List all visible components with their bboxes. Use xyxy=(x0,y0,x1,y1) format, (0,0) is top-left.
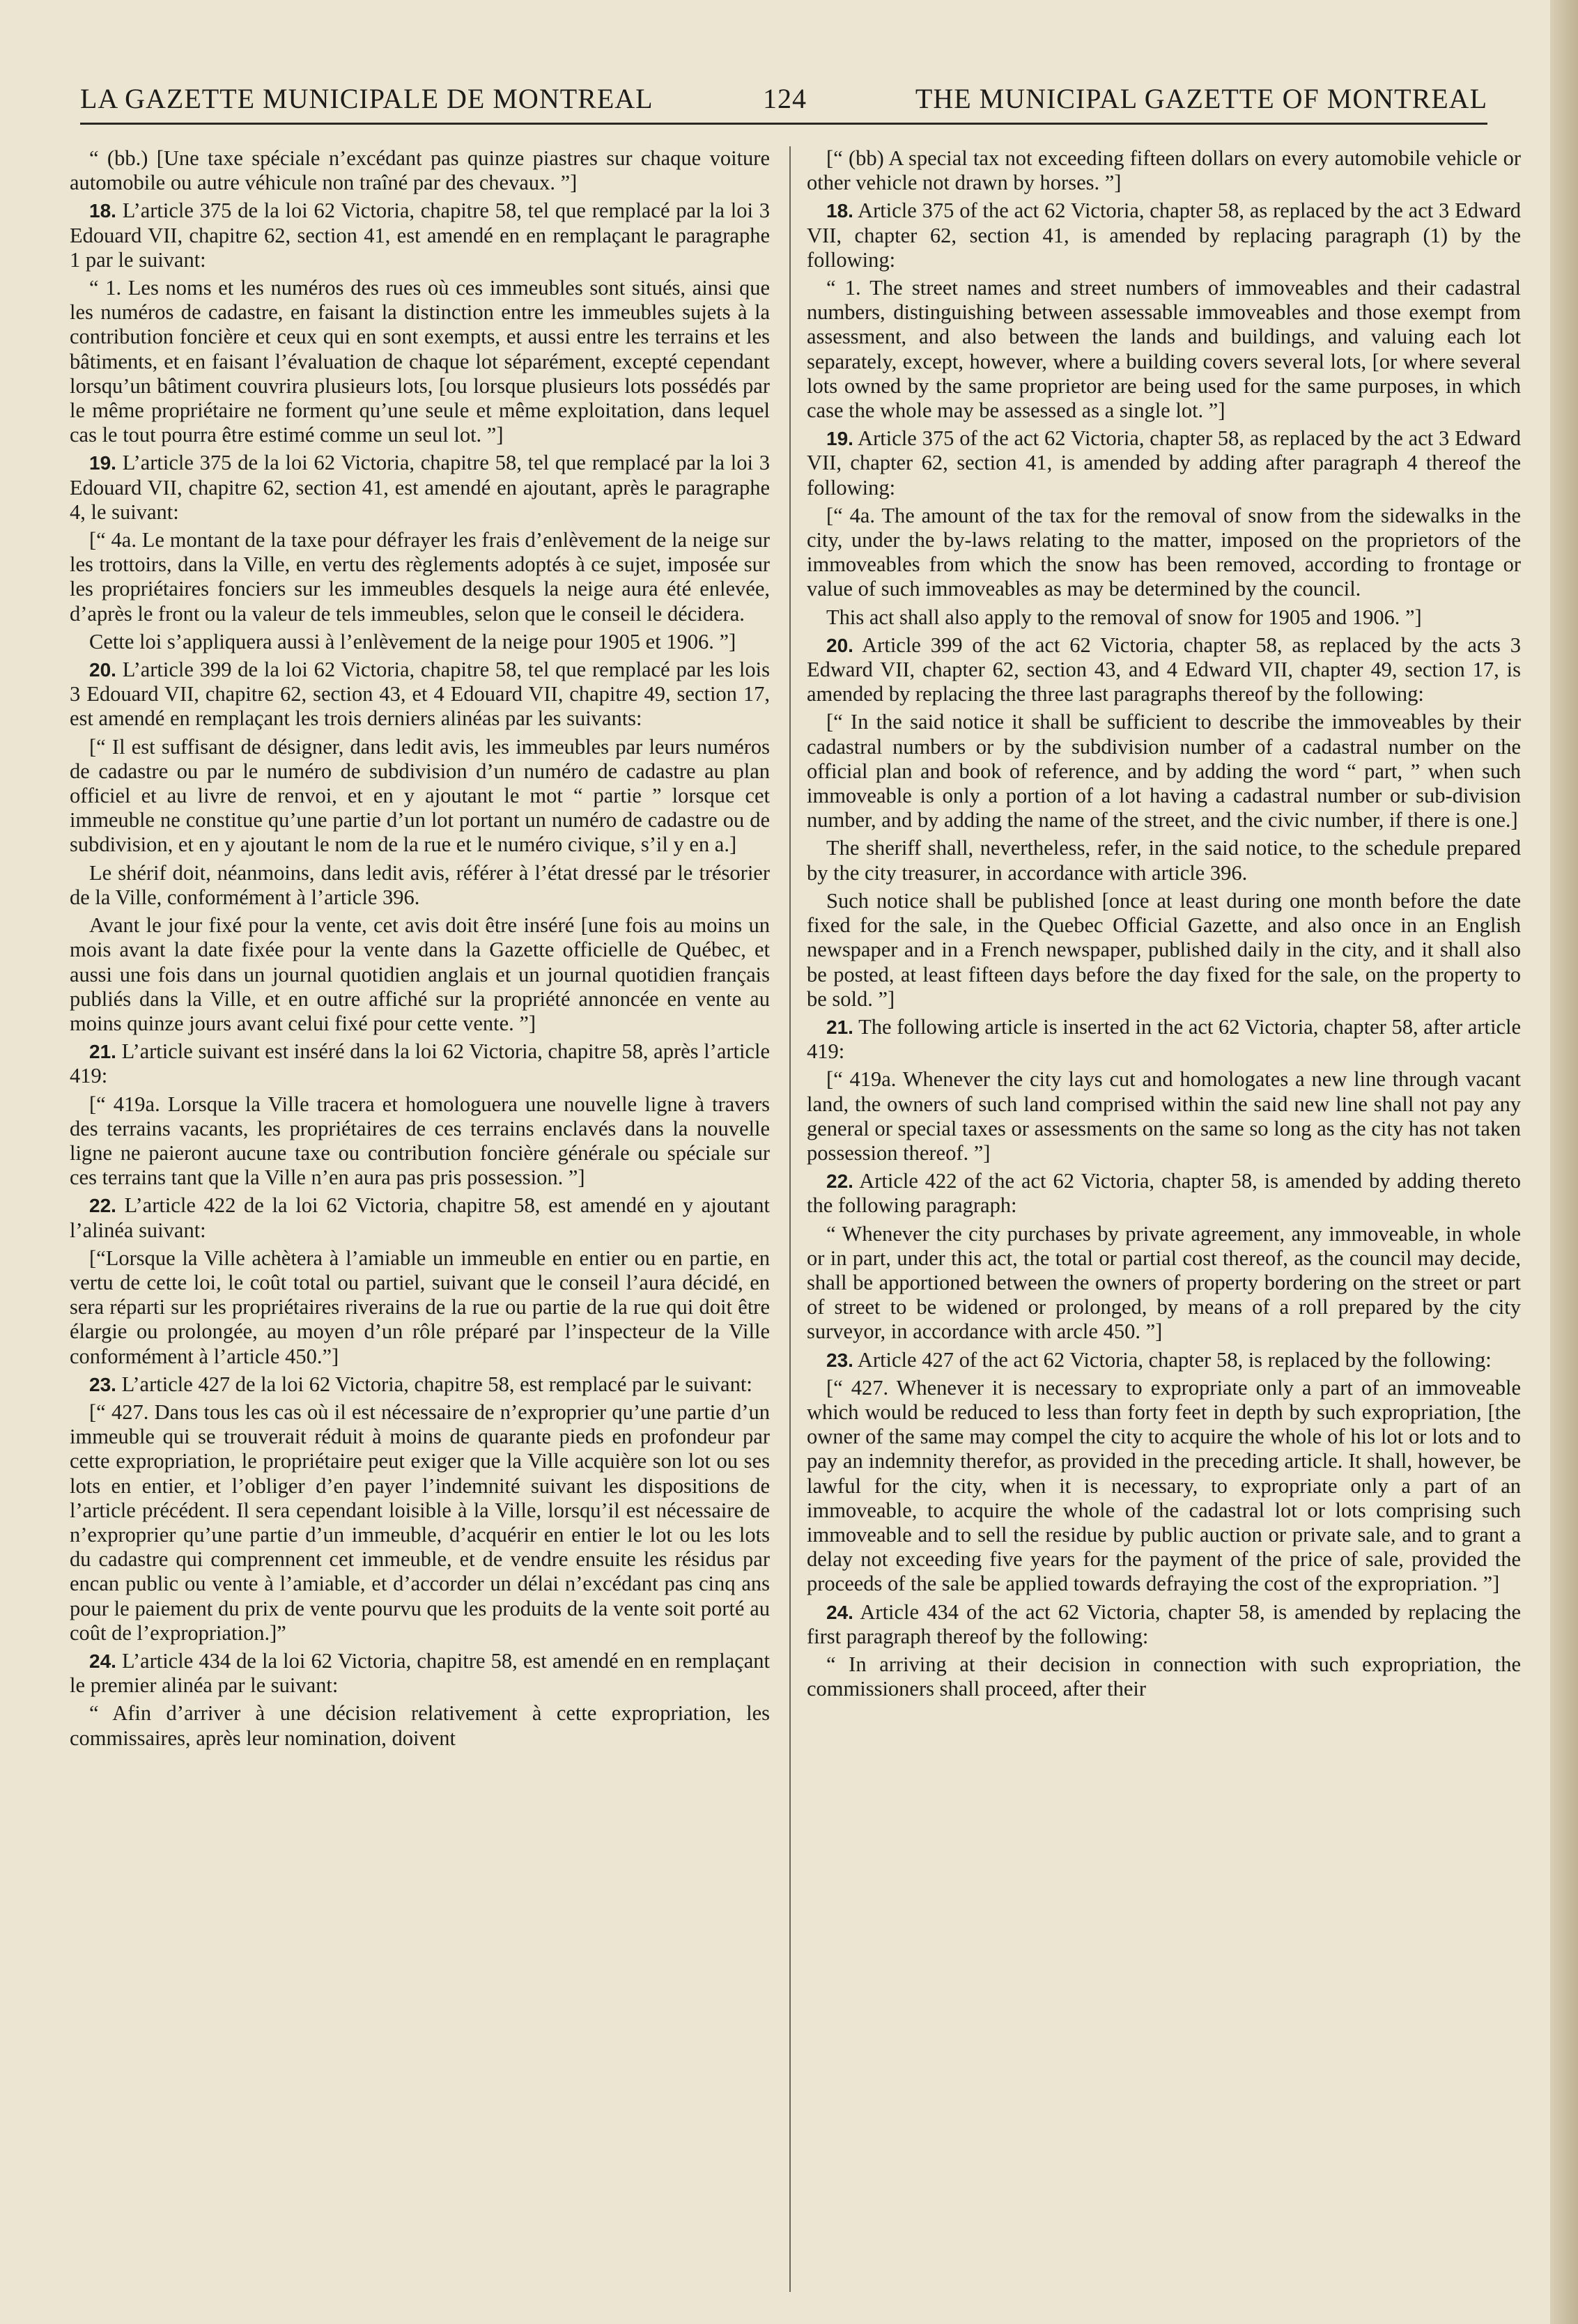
paragraph: “ (bb.) [Une taxe spéciale n’excédant pas quinze piastres sur chaque voiture automobile ou autre véhicule non traîné par des chevaux. ”] xyxy=(70,146,770,195)
paragraph: [“Lorsque la Ville achètera à l’amiable un immeuble en entier ou en partie, en vertu de cette loi, le coût total ou partiel, suivant que le conseil l’aura décidé, en sera réparti sur les propriétaires riverains de la rue ou partie de la rue qui doit être élargie ou prolongée, au moyen d’un rôle préparé par l’inspecteur de la Ville conformément à l’article 450.”] xyxy=(70,1246,770,1368)
paragraph: The sheriff shall, nevertheless, refer, in the said notice, to the schedule prepared by the city treasurer, in accordance with article 396. xyxy=(807,836,1521,885)
paragraph: 23. L’article 427 de la loi 62 Victoria, chapitre 58, est remplacé par le suivant: xyxy=(89,1372,752,1396)
paragraph: Avant le jour fixé pour la vente, cet avis doit être inséré [une fois au moins un mois avant la date fixée pour la vente dans la Gazette officielle de Québec, et aussi une fois dans un journal quotidien anglais et un journal quotidien français publiés dans la Ville, et en outre affiché sur la propriété annoncée en vente au moins quinze jours avant celui fixé pour cette vente. ”] xyxy=(70,913,770,1035)
page-header xyxy=(80,82,1487,124)
paragraph: 22. L’article 422 de la loi 62 Victoria, chapitre 58, est amendé en y ajoutant l’alinéa suivant: xyxy=(70,1193,770,1242)
paragraph: Cette loi s’appliquera aussi à l’enlèvement de la neige pour 1905 et 1906. ”] xyxy=(89,629,736,653)
paragraph: 18. L’article 375 de la loi 62 Victoria, chapitre 58, tel que remplacé par la loi 3 Edouard VII, chapitre 62, section 41, est amendé en en remplaçant le paragraphe 1 par le suivant: xyxy=(70,199,770,272)
paragraph: [“ In the said notice it shall be sufficient to describe the immoveables by their cadastral numbers or by the subdivision number of a cadastral number on the official plan and book of reference, and by adding the word “ part, ” when such immoveable is only a portion of a lot having a cadastral number or sub-division number, and by adding the name of the street, and the civic number, if there is one.] xyxy=(807,710,1521,832)
paragraph: [“ 419a. Whenever the city lays cut and homologates a new line through vacant land, the owners of such land comprised within the said new line shall not pay any general or special taxes or assessments on the same so long as the city has not taken possession thereof. ”] xyxy=(807,1067,1521,1165)
paragraph: “ Afin d’arriver à une décision relativement à cette expropriation, les commissaires, après leur nomination, doivent xyxy=(70,1701,770,1750)
paragraph: [“ 419a. Lorsque la Ville tracera et homologuera une nouvelle ligne à travers des terrains vacants, les propriétaires de ces terrains enclavés dans la nouvelle ligne ne paieront aucune taxe ou contribution foncière générale ou spéciale sur ces terrains tant que la Ville n’en aura pas pris possession. ”] xyxy=(70,1092,770,1190)
paragraph: 24. L’article 434 de la loi 62 Victoria, chapitre 58, est amendé en en remplaçant le premier alinéa par le suivant: xyxy=(70,1648,770,1698)
paragraph: [“ 4a. The amount of the tax for the removal of snow from the sidewalks in the city, under the by-laws relating to the matter, imposed on the proprietors of the immoveables from which the snow has been removed, according to frontage or value of such immoveables as may be determined by the council. xyxy=(807,503,1521,601)
paragraph: Le shérif doit, néanmoins, dans ledit avis, référer à l’état dressé par le trésorier de la Ville, conformément à l’article 396. xyxy=(70,860,770,909)
paragraph: “ 1. The street names and street numbers of immoveables and their cadastral numbers, distinguishing between assessable immoveables and those exempt from assessment, and also between the lands and buildings, and valuing each lot separately, except, however, where a building covers several lots, [or where several lots owned by the same proprietor are being used for the same purposes, in which case the whole may be assessed as a single lot. ”] xyxy=(807,276,1521,423)
paragraph: [“ 4a. Le montant de la taxe pour défrayer les frais d’enlèvement de la neige sur les trottoirs, dans la Ville, en vertu des règlements adoptés à ce sujet, imposée sur les propriétaires fonciers sur les immeubles desquels la neige aura été enlevée, d’après le front ou la valeur de tels immeubles, selon que le conseil le décidera. xyxy=(70,528,770,626)
english-column xyxy=(807,146,1521,2299)
paragraph: 20. L’article 399 de la loi 62 Victoria, chapitre 58, tel que remplacé par les lois 3 Edouard VII, chapitre 62, section 43, et 4 Edouard VII, chapitre 49, section 17, est amendé en remplaçant les trois derniers alinéas par les suivants: xyxy=(70,658,770,731)
paragraph: Such notice shall be published [once at least during one month before the date fixed for the sale, in the Quebec Official Gazette, and also once in an English newspaper and in a French newspaper, published daily in the city, and it shall also be posted, at least fifteen days before the day fixed for the sale, on the property to be sold. ”] xyxy=(807,888,1521,1011)
paragraph: [“ Il est suffisant de désigner, dans ledit avis, les immeubles par leurs numéros de cadastre ou par le numéro de subdivision d’un numéro de cadastre au plan officiel et au livre de renvoi, et en y ajoutant le mot “ partie ” lorsque cet immeuble ne constitue qu’une partie d’un lot portant un numéro de cadastre ou de subdivision, et en y ajoutant le nom de la rue et le numéro civique, s’il y en a.] xyxy=(70,734,770,857)
french-column xyxy=(70,146,770,2299)
paragraph: 18. Article 375 of the act 62 Victoria, chapter 58, as replaced by the act 3 Edward VII, chapter 62, section 41, is amended by replacing paragraph (1) by the following: xyxy=(807,199,1521,272)
page-number: 124 xyxy=(763,83,807,114)
paragraph: 21. L’article suivant est inséré dans la loi 62 Victoria, chapitre 58, après l’article 419: xyxy=(70,1039,770,1088)
header-english-title: THE MUNICIPAL GAZETTE OF MONTREAL xyxy=(915,83,1487,114)
paragraph: This act shall also apply to the removal of snow for 1905 and 1906. ”] xyxy=(826,605,1422,629)
paragraph: “ Whenever the city purchases by private agreement, any immoveable, in whole or in part, under this act, the total or partial cost thereof, as the council may decide, shall be apportioned between the owners of property bordering on the street or part of street to be widened or prolonged, by means of a roll prepared by the city surveyor, in accordance with arcle 450. ”] xyxy=(807,1221,1521,1344)
paragraph: 21. The following article is inserted in the act 62 Victoria, chapter 58, after article 419: xyxy=(807,1014,1521,1064)
paragraph: “ 1. Les noms et les numéros des rues où ces immeubles sont situés, ainsi que les numéros de cadastre, en faisant la distinction entre les immeubles sujets à la contribution foncière et ceux qui en sont exempts, et aussi entre les terrains et les bâtiments, et en faisant l’évaluation de chaque lot séparément, excepté cependant lorsqu’un bâtiment couvrira plusieurs lots, [ou lorsque plusieurs lots possédés par le même propriétaire ne forment qu’une seule et même exploitation, dans lequel cas le tout pourra être estimé comme un seul lot. ”] xyxy=(70,276,770,447)
paragraph: 20. Article 399 of the act 62 Victoria, chapter 58, as replaced by the acts 3 Edward VII, chapter 62, section 43, and 4 Edward VII, chapter 49, section 17, is amended by replacing the three last paragraphs thereof by the following: xyxy=(807,633,1521,706)
paragraph: 22. Article 422 of the act 62 Victoria, chapter 58, is amended by adding thereto the following paragraph: xyxy=(807,1169,1521,1218)
paragraph: “ In arriving at their decision in connection with such expropriation, the commissioners shall proceed, after their xyxy=(807,1652,1521,1701)
paragraph: 24. Article 434 of the act 62 Victoria, chapter 58, is amended by replacing the first paragraph thereof by the following: xyxy=(807,1599,1521,1648)
paragraph: [“ 427. Dans tous les cas où il est nécessaire de n’exproprier qu’une partie d’un immeuble qui se trouverait réduit à moins de quarante pieds en profondeur par cette expropriation, le propriétaire peut exiger que la Ville acquière son lot ou ses lots en entier, et l’obliger d’en payer l’indemnité suivant les dispositions de l’article précédent. Il sera cependant loisible à la Ville, lorsqu’il est nécessaire de n’exproprier qu’une partie d’un immeuble, d’acquérir en entier le lot ou les lots du cadastre qui comprennent cet immeuble, et de vendre ensuite les résidus par encan public ou vente à l’amiable, et d’accorder un délai n’excédant pas cinq ans pour le paiement du prix de vente pourvu que les produits de la vente soit porté au coût de l’expropriation.]” xyxy=(70,1400,770,1645)
paragraph: 23. Article 427 of the act 62 Victoria, chapter 58, is replaced by the following: xyxy=(826,1347,1492,1372)
header-french-title: LA GAZETTE MUNICIPALE DE MONTREAL xyxy=(80,83,653,114)
page-edge xyxy=(1550,0,1578,2324)
paragraph: 19. Article 375 of the act 62 Victoria, chapter 58, as replaced by the act 3 Edward VII, chapter 62, section 41, is amended by adding after paragraph 4 thereof the following: xyxy=(807,426,1521,499)
paragraph: 19. L’article 375 de la loi 62 Victoria, chapitre 58, tel que remplacé par la loi 3 Edouard VII, chapitre 62, section 41, est amendé en ajoutant, après le paragraphe 4, le suivant: xyxy=(70,451,770,524)
paragraph: [“ 427. Whenever it is necessary to expropriate only a part of an immoveable which would be reduced to less than forty feet in depth by such expropriation, [the owner of the same may compel the city to acquire the whole of his lot or lots and to pay an indemnity therefor, as provided in the preceding article. It shall, however, be lawful for the city, when it is necessary, to expropriate only a part of an immoveable, to acquire the whole of the cadastral lot or lots comprising such immoveable and to sell the residue by public auction or private sale, and to grant a delay not exceeding five years for the payment of the price of sale, provided the proceeds of the sale be applied towards defraying the cost of the expropriation. ”] xyxy=(807,1375,1521,1596)
header-rule xyxy=(80,123,1487,125)
paragraph: [“ (bb) A special tax not exceeding fifteen dollars on every automobile vehicle or other vehicle not drawn by horses. ”] xyxy=(807,146,1521,195)
column-divider xyxy=(789,146,791,2292)
